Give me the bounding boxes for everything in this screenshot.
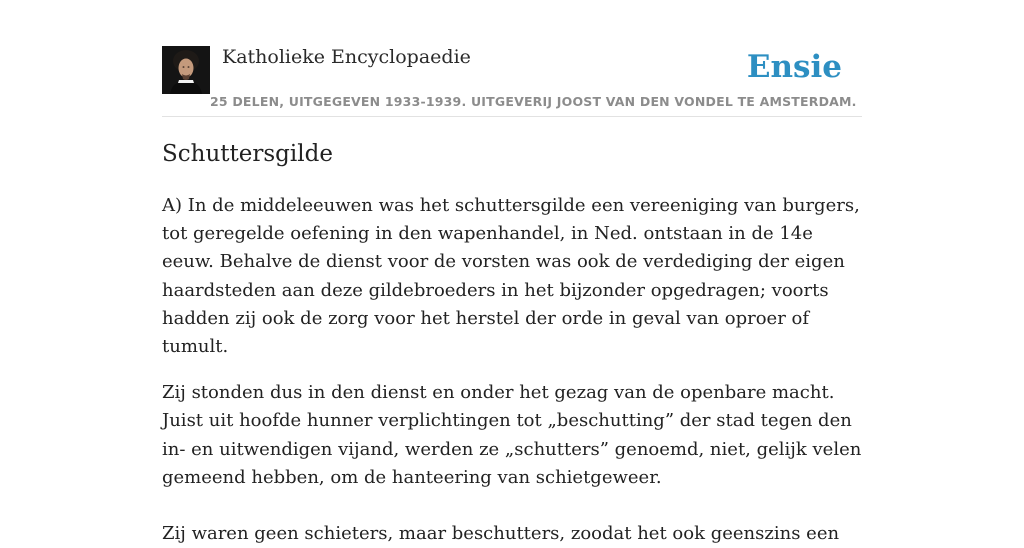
article-paragraph: Zij waren geen schieters, maar beschutters, zoodat het ook geenszins een bbox=[162, 523, 840, 545]
article-title: Schuttersgilde bbox=[162, 141, 333, 167]
portrait-avatar-icon[interactable] bbox=[162, 46, 210, 94]
portrait-image bbox=[162, 46, 210, 94]
article bbox=[162, 136, 866, 548]
article-paragraph: A) In de middeleeuwen was het schuttersgilde een vereeniging van burgers, tot geregelde oefening in den wapenhandel, in Ned. ontstaan in de 14e eeuw. Behalve de dienst voor de vorsten was ook de verdediging der eigen haardsteden aan deze gildebroeders in het bijzonder opgedragen; voorts hadden zij ook de zorg voor het herstel der orde in geval van oproer of tumult. bbox=[162, 195, 860, 358]
article-paragraph: Zij stonden dus in den dienst en onder het gezag van de openbare macht. Juist uit hoofde hunner verplichtingen tot „beschutting” der stad tegen den in- en uitwendigen vijand, werden ze „schutters” genoemd, niet, gelijk velen gemeend hebben, om de hanteering van schietgeweer. bbox=[162, 382, 862, 488]
site-subtitle: 25 DELEN, UITGEGEVEN 1933-1939. UITGEVERIJ JOOST VAN DEN VONDEL TE AMSTERDAM. bbox=[210, 94, 857, 109]
site-header bbox=[162, 44, 862, 117]
site-title[interactable]: Katholieke Encyclopaedie bbox=[222, 46, 471, 68]
brand-logo[interactable]: Ensie bbox=[746, 49, 842, 85]
